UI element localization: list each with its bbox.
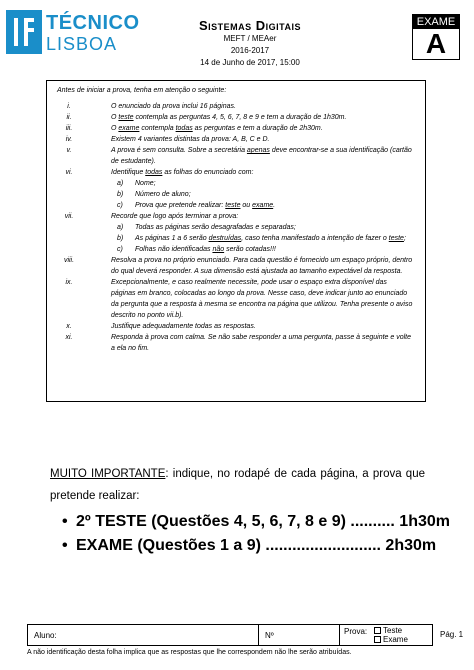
item-number: b) (117, 235, 124, 242)
item-number: b) (117, 191, 124, 198)
instruction-item (47, 123, 427, 134)
course-programs: MEFT / MEAer (223, 34, 277, 43)
exame-label: Exame (383, 635, 408, 644)
text-segment: ou (240, 202, 253, 209)
item-text (111, 136, 269, 143)
text-segment: Resolva a prova no próprio enunciado. Para cada questão é fornecido um espaço próprio, dentro do qual deverá responder. A sua dimensão está ajustada ao tamanho expectável da resposta. (111, 257, 413, 275)
underlined-text: todas (175, 125, 193, 132)
item-text (111, 257, 412, 275)
text-segment: contempla (139, 125, 176, 132)
text-segment: Existem 4 variantes distintas da prova: A, B, C e D. (111, 136, 270, 143)
text-segment: O (111, 125, 119, 132)
instructions-intro: Antes de iniciar a prova, tenha em atenção o seguinte: (57, 87, 227, 94)
instruction-item (47, 112, 427, 123)
underlined-text: teste (388, 235, 404, 242)
logo-line2: LISBOA (46, 34, 118, 54)
underlined-text: exame (118, 125, 140, 132)
instruction-item (47, 145, 427, 167)
option-exame (62, 537, 436, 555)
item-text (111, 114, 346, 121)
exam-label: EXAME (413, 15, 459, 29)
item-text (135, 202, 275, 209)
item-number: x. (66, 323, 72, 330)
bullet-icon: • (62, 513, 68, 530)
instructions-box (46, 80, 426, 402)
item-text: Número de aluno; (135, 191, 191, 198)
instructions-list (47, 101, 427, 354)
item-number: ix. (65, 279, 73, 286)
page-number: Pág. 1 (440, 630, 464, 639)
instruction-item (47, 167, 427, 178)
item-number: a) (117, 224, 124, 231)
instruction-subitem (47, 222, 427, 233)
exame-checkbox[interactable] (374, 636, 381, 643)
text-segment: A prova é sem consulta. Sobre a secretária (111, 147, 247, 154)
item-number: c) (117, 202, 123, 209)
text-segment: Prova que pretende realizar: (135, 202, 226, 209)
text-segment: , caso tenha manifestado a intenção de fazer o (241, 235, 389, 242)
exam-version-box (412, 14, 460, 60)
underlined-text: teste (225, 202, 241, 209)
teste-checkbox[interactable] (374, 627, 381, 634)
item-text (111, 147, 412, 165)
text-segment: contempla as perguntas 4, 5, 6, 7, 8 e 9 e tem a duração de 1h30m. (133, 114, 347, 121)
instruction-subitem (47, 233, 427, 244)
important-notice (50, 463, 425, 507)
instruction-subitem (47, 178, 427, 189)
item-text (111, 213, 238, 220)
instruction-subitem (47, 200, 427, 211)
instruction-subitem (47, 244, 427, 255)
important-label: MUITO IMPORTANTE (50, 468, 166, 480)
item-number: ii. (66, 114, 72, 121)
text-segment: O enunciado da prova inclui 16 páginas. (111, 103, 236, 110)
text-segment: as perguntas e tem a duração de 2h30m. (192, 125, 323, 132)
text-segment: ; (403, 235, 406, 242)
underlined-text: apenas (246, 147, 270, 154)
instruction-item (47, 101, 427, 112)
course-title: Sistemas Digitais (198, 18, 301, 33)
prova-cell (340, 625, 432, 645)
underlined-text: todas (145, 169, 163, 176)
underlined-text: não (212, 246, 225, 253)
instruction-item (47, 211, 427, 222)
text-segment: Folhas não identificadas (135, 246, 213, 253)
teste-label: Teste (383, 626, 403, 635)
teste-option[interactable] (374, 626, 402, 635)
footer-id-table (27, 624, 433, 646)
item-text: Nome; (135, 180, 156, 187)
footer-note: A não identificação desta folha implica que as respostas que lhe correspondem não lhe serão atribuídas. (27, 649, 352, 656)
text-segment: as folhas do enunciado com: (162, 169, 254, 176)
item-number: iii. (65, 125, 73, 132)
text-segment: O (111, 114, 119, 121)
exam-date: 14 de Junho de 2017, 15:00 (200, 58, 300, 67)
item-text (111, 334, 411, 352)
important-text: : indique, no rodapé de cada página, a prova que pretende realizar: (50, 468, 425, 502)
text-segment: Recorde que logo após terminar a prova: (111, 213, 239, 220)
item-text (111, 125, 323, 132)
text-segment: serão cotadas!!! (224, 246, 276, 253)
text-segment: Responda à prova com calma. Se não sabe responder a uma pergunta, passe à seguinte e volte a ela no fim. (111, 334, 412, 352)
logo-line1: TÉCNICO (46, 12, 140, 34)
item-text: Todas as páginas serão desagrafadas e separadas; (135, 224, 296, 231)
numero-label: Nº (265, 631, 274, 640)
instruction-item (47, 321, 427, 332)
exam-version: A (425, 28, 447, 59)
text-segment: . (273, 202, 276, 209)
item-number: i. (67, 103, 71, 110)
document-header (170, 18, 330, 69)
academic-year: 2016-2017 (230, 46, 270, 55)
instruction-item (47, 277, 427, 321)
option-teste (62, 513, 450, 531)
item-text (135, 246, 276, 253)
numero-cell[interactable] (259, 625, 340, 645)
item-text (111, 169, 253, 176)
item-number: xi. (65, 334, 73, 341)
instruction-item (47, 332, 427, 354)
option-exame-text: EXAME (Questões 1 a 9) .......................... 2h30m (76, 537, 437, 554)
exame-option[interactable] (374, 635, 408, 644)
ist-logo-mark (6, 10, 42, 54)
item-number: viii. (63, 257, 75, 264)
underlined-text: destruídas (208, 235, 242, 242)
item-text (111, 323, 256, 330)
text-segment: Identifique (111, 169, 146, 176)
instruction-subitem (47, 189, 427, 200)
item-number: vi. (65, 169, 73, 176)
instruction-item (47, 134, 427, 145)
text-segment: As páginas 1 a 6 serão (135, 235, 209, 242)
item-number: iv. (65, 136, 73, 143)
option-teste-text: 2º TESTE (Questões 4, 5, 6, 7, 8 e 9) .......... 1h30m (76, 513, 450, 530)
bullet-icon: • (62, 537, 68, 554)
item-text (135, 235, 406, 242)
item-text (111, 279, 412, 319)
prova-label: Prova: (344, 627, 368, 636)
underlined-text: teste (118, 114, 134, 121)
item-number: a) (117, 180, 124, 187)
item-text (111, 103, 236, 110)
text-segment: deve encontrar-se a sua identificação (cartão de estudante). (111, 147, 412, 165)
text-segment: Excepcionalmente, e caso realmente necessite, pode usar o espaço extra disponível das páginas em branco, colocadas ao longo da prova. Nesse caso, deve indicar junto ao enunciado da pergunta que a resposta à mesma se encontra na página que utilizou. Tenha presente o aviso descrito no ponto vii.b). (111, 279, 413, 319)
aluno-cell[interactable] (28, 625, 259, 645)
item-number: c) (117, 246, 123, 253)
text-segment: Justifique adequadamente todas as respostas. (111, 323, 256, 330)
aluno-label: Aluno: (34, 631, 57, 640)
instruction-item (47, 255, 427, 277)
item-number: vii. (64, 213, 74, 220)
ist-logo (6, 8, 144, 56)
underlined-text: exame (252, 202, 274, 209)
logo-text (46, 12, 140, 54)
item-number: v. (66, 147, 72, 154)
